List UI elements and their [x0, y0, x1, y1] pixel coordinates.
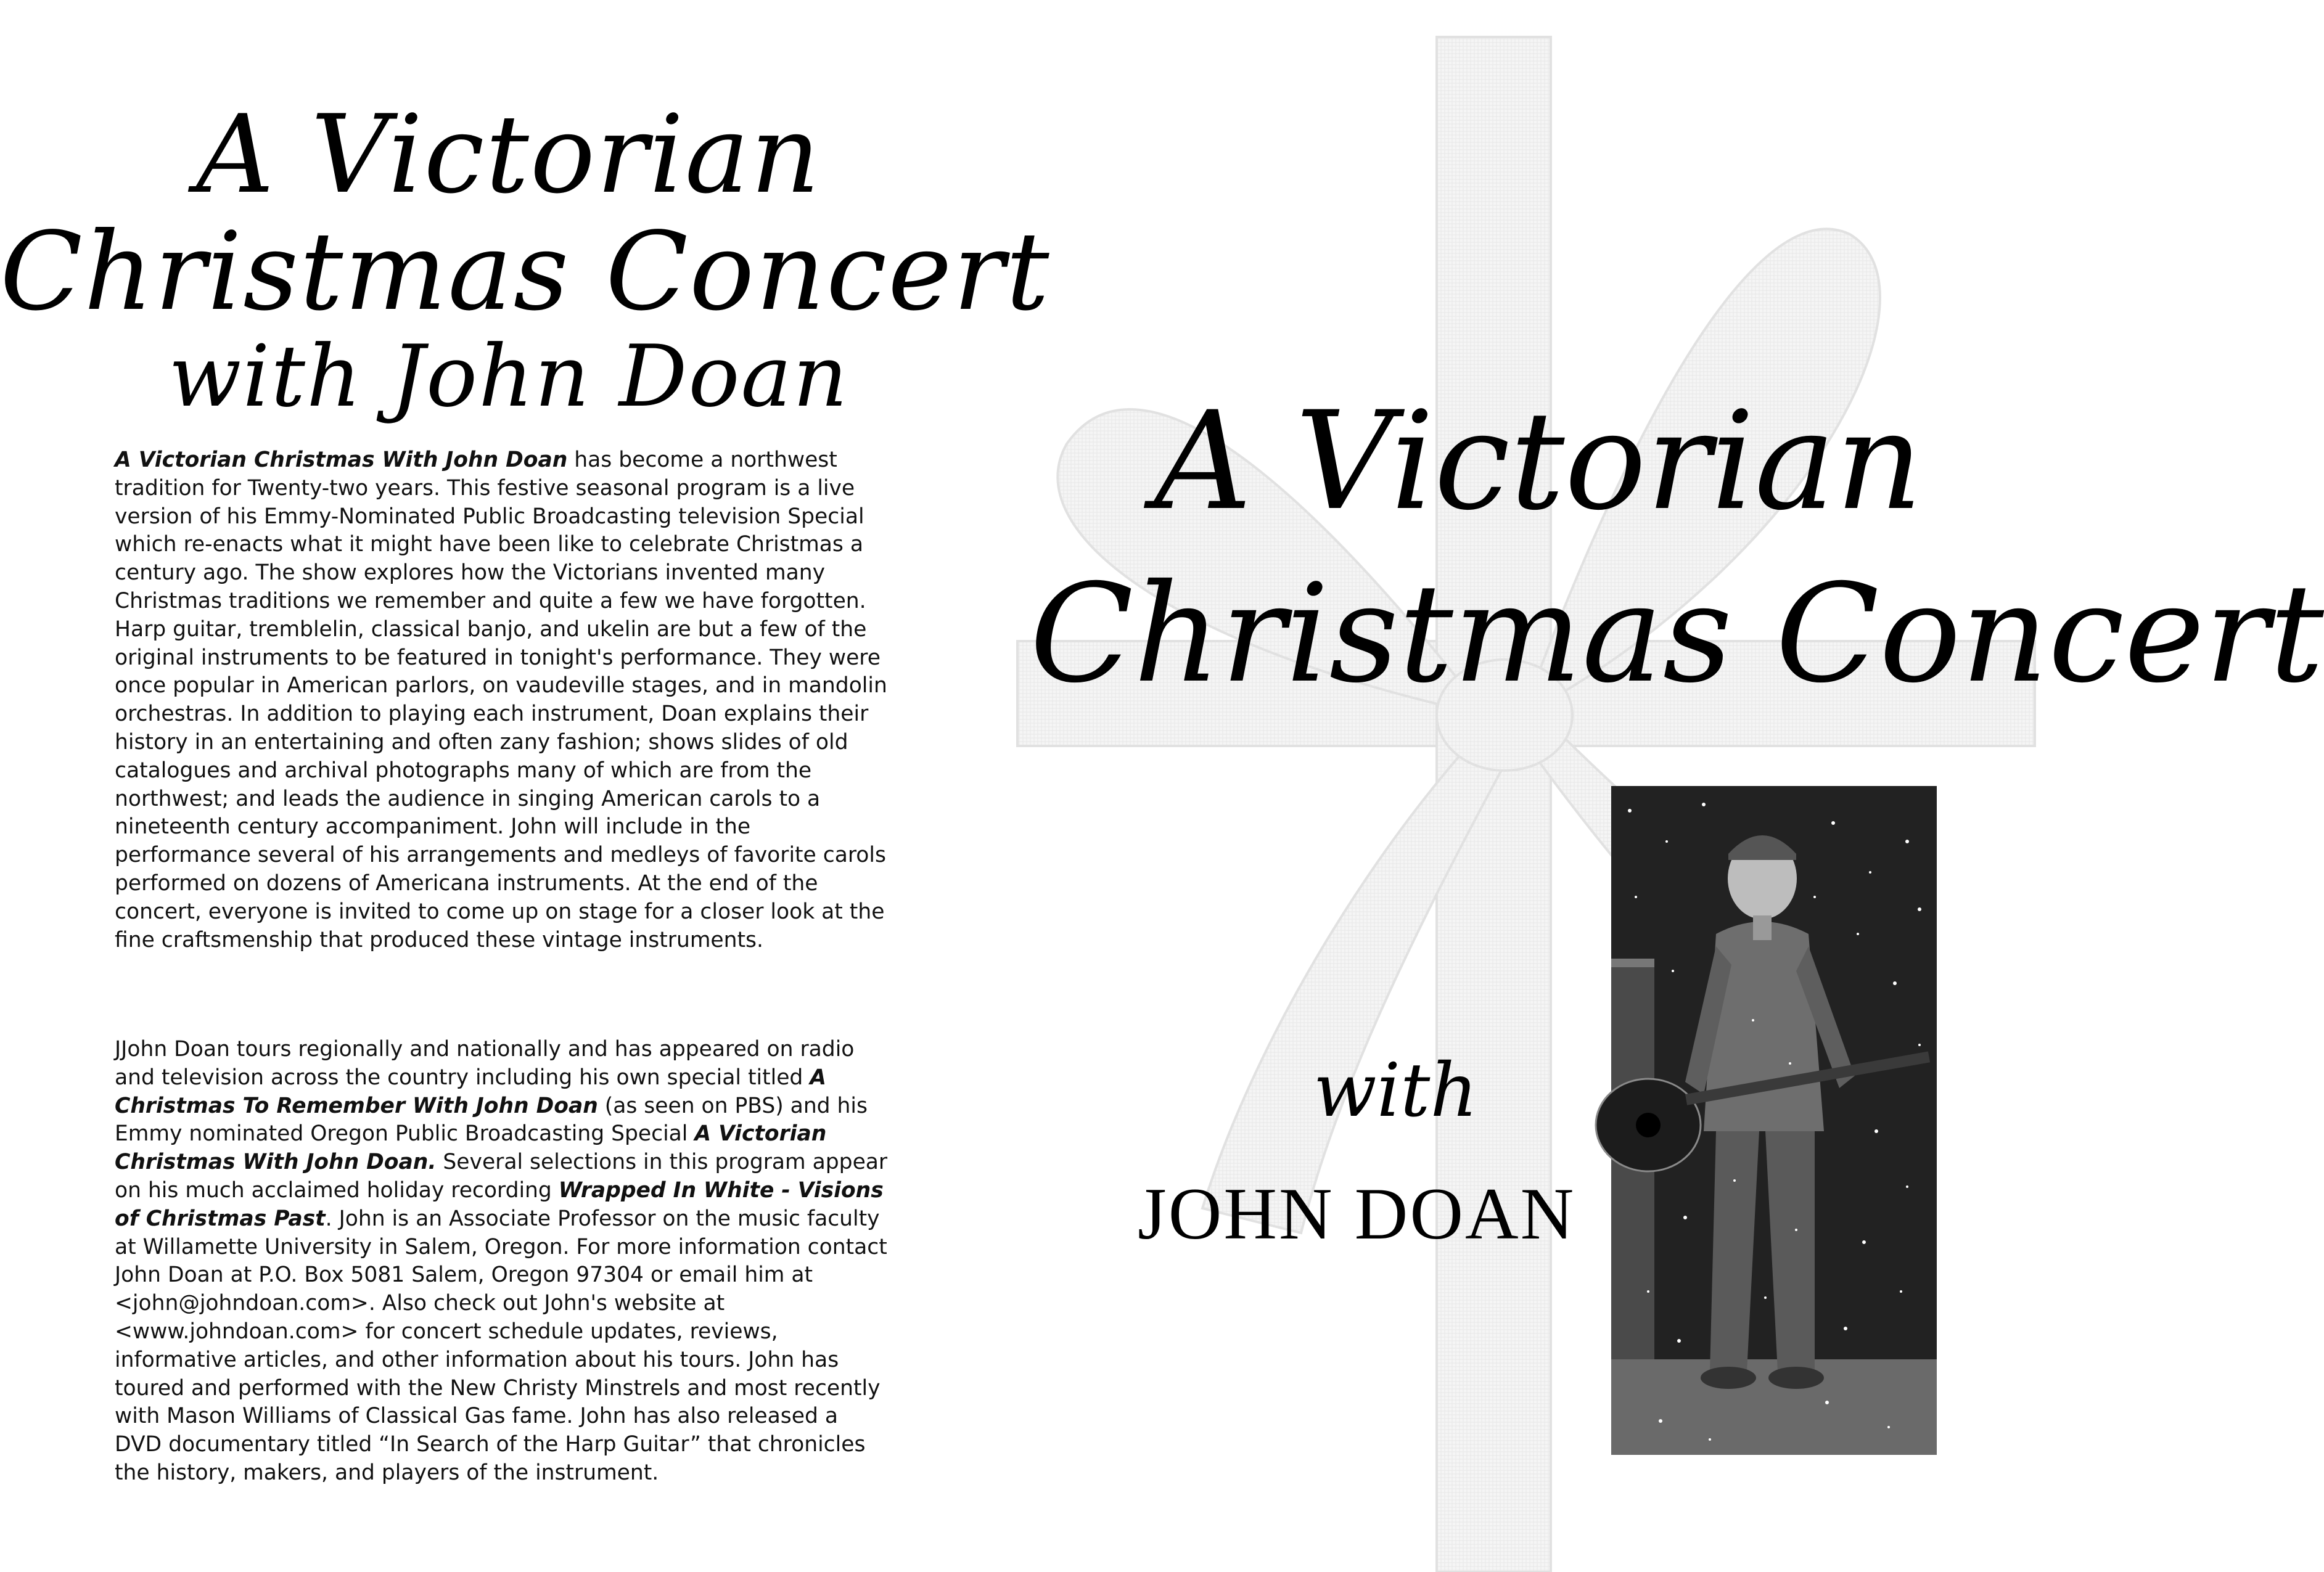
cover-title-line-1: A Victorian	[1154, 382, 1923, 540]
cover-title-line-2: Christmas Concert	[1030, 555, 2324, 713]
bio-text-a: JJohn Doan tours regionally and nationally and has appeared on radio and television across the country including his own special titled	[115, 1037, 855, 1090]
left-title-line-2: Christmas Concert	[0, 210, 1051, 335]
engraving-icon	[1611, 786, 1937, 1455]
performer-name: JOHN DOAN	[1138, 1173, 1576, 1255]
description-paragraph	[115, 446, 892, 954]
left-page	[0, 0, 1051, 1572]
biography-paragraph	[115, 1036, 892, 1488]
left-title-line-1: A Victorian	[196, 92, 821, 218]
left-title-line-3: with John Doan	[168, 327, 849, 426]
program-name-bold: A Victorian Christmas With John Doan	[115, 448, 568, 472]
recording-title-bold: Wrapped In White - Visions of Christmas Past	[115, 1177, 884, 1231]
cover-with-text: with	[1313, 1048, 1478, 1134]
caroler-boy-with-harp-guitar-engraving	[1611, 786, 1937, 1455]
bio-text-c: Several selections in this program appear on his much acclaimed holiday recording	[115, 1150, 888, 1203]
special-title-bold: A Christmas To Remember With John Doan	[115, 1065, 826, 1118]
bio-text-b: (as seen on PBS) and his Emmy nominated Oregon Public Broadcasting Special	[115, 1093, 868, 1147]
bio-text-d: . John is an Associate Professor on the music faculty at Willamette University in Salem, Oregon. For more information contact John Doan at P.O. Box 5081 Salem, Oregon 97304 or email him at <john@johndoan.com>. Also check out John's website at <www.johndoan.com> for concert schedule updates, reviews, informative articles, and other information about his tours. John has toured and performed with the New Christy Minstrels and most recently with Mason Williams of Classical Gas fame. John has also released a DVD documentary titled “In Search of the Harp Guitar” that chronicles the history, makers, and players of the instrument.	[115, 1206, 887, 1485]
right-page-cover	[1017, 0, 2324, 1572]
description-text: has become a northwest tradition for Twenty-two years. This festive seasonal program is a live version of his Emmy-Nominated Public Broadcasting television Special which re-enacts what it might have been like to celebrate Christmas a century ago. The show explores how the Victorians invented many Christmas traditions we remember and quite a few we have forgotten. Harp guitar, tremblelin, classical banjo, and ukelin are but a few of the original instruments to be featured in tonight's performance. They were once popular in American parlors, on vaudeville stages, and in mandolin orchestras. In addition to playing each instrument, Doan explains their history in an entertaining and often zany fashion; shows slides of old catalogues and archival photographs many of which are from the northwest; and leads the audience in singing American carols to a nineteenth century accompaniment. John will include in the performance several of his arrangements and medleys of favorite carols performed on dozens of Americana instruments. At the end of the concert, everyone is invited to come up on stage for a closer look at the fine craftsmenship that produced these vintage instruments.	[115, 448, 887, 952]
opb-special-bold: A Victorian Christmas With John Doan.	[115, 1121, 827, 1175]
